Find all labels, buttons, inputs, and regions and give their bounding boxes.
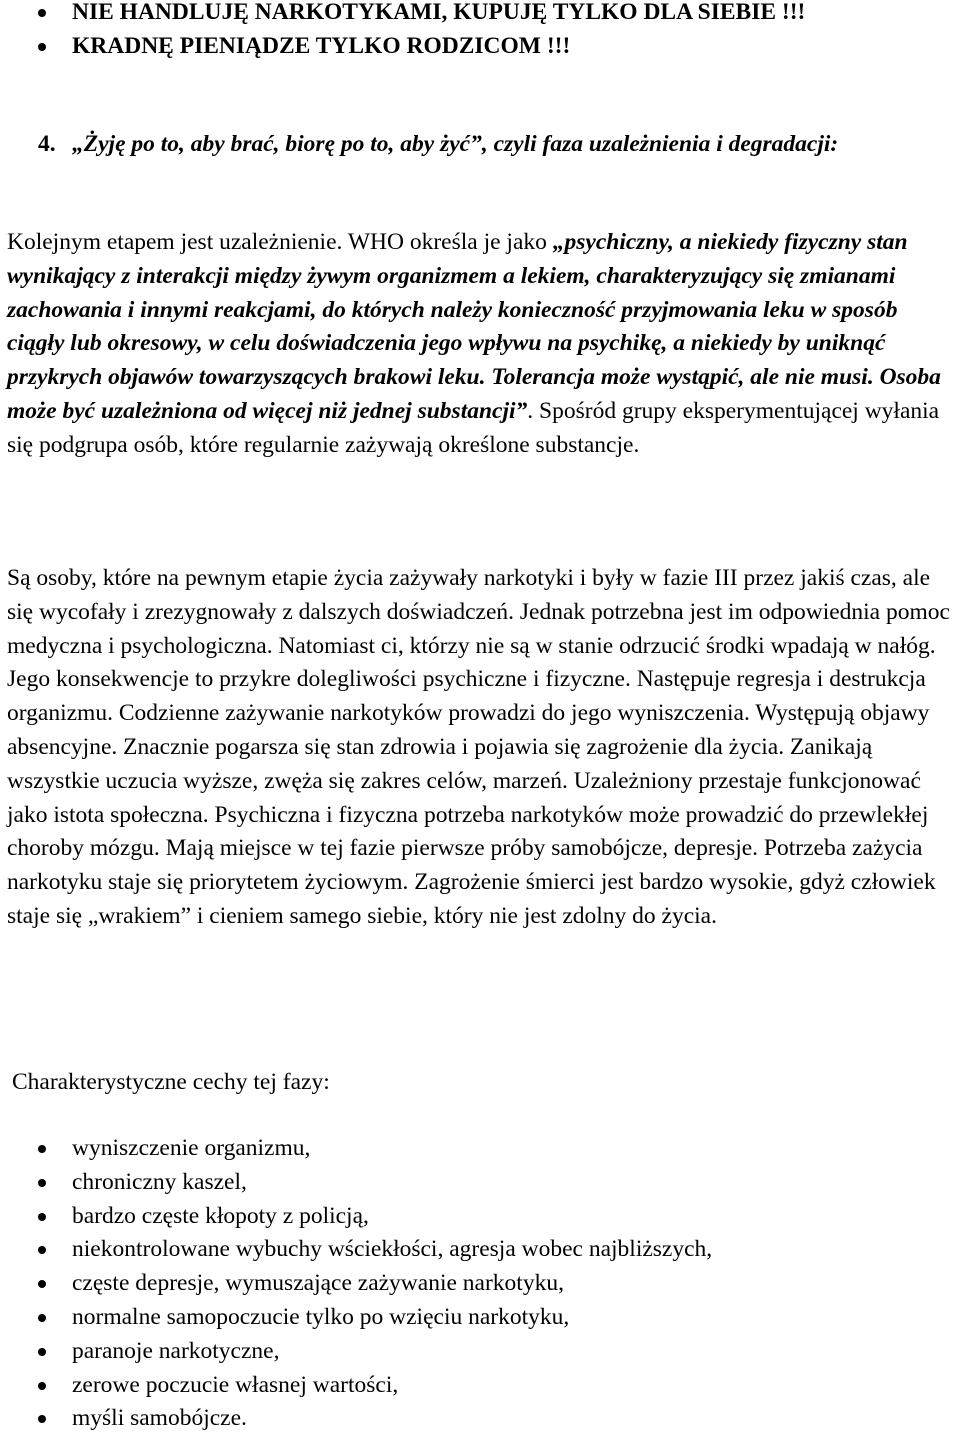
section-title: „Żyję po to, aby brać, biorę po to, aby żyć”, czyli faza uzależnienia i degradacji: bbox=[72, 131, 839, 157]
characteristics-title: Charakterystyczne cechy tej fazy: bbox=[12, 1069, 330, 1095]
list-item: paranoje narkotyczne, bbox=[0, 1335, 932, 1369]
top-bullet-list bbox=[0, 0, 940, 64]
section-heading bbox=[0, 128, 940, 162]
list-item: zerowe poczucie własnej wartości, bbox=[0, 1369, 932, 1403]
list-item: chroniczny kaszel, bbox=[0, 1166, 932, 1200]
section-number: 4. bbox=[38, 131, 56, 157]
list-item: myśli samobójcze. bbox=[0, 1402, 932, 1436]
paragraph-intro: Kolejnym etapem jest uzależnienie. WHO określa je jako bbox=[7, 229, 553, 255]
list-item: NIE HANDLUJĘ NARKOTYKAMI, KUPUJĘ TYLKO DLA SIEBIE !!! bbox=[0, 0, 862, 30]
list-item: KRADNĘ PIENIĄDZE TYLKO RODZICOM !!! bbox=[0, 30, 862, 64]
list-item: częste depresje, wymuszające zażywanie narkotyku, bbox=[0, 1267, 932, 1301]
paragraph-consequences: Są osoby, które na pewnym etapie życia zażywały narkotyki i były w fazie III przez jakiś czas, ale się wycofały i zrezygnowały z dalszych doświadczeń. Jednak potrzebna jest im odpowiednia pomoc medyczna i psychologiczna. Natomiast ci, którzy nie są w stanie odrzucić środki wpadają w nałóg. Jego konsekwencje to przykre dolegliwości psychiczne i fizyczne. Następuje regresja i destrukcja organizmu. Codzienne zażywanie narkotyków prowadzi do jego wyniszczenia. Występują objawy absencyjne. Znacznie pogarsza się stan zdrowia i pojawia się zagrożenie dla życia. Zanikają wszystkie uczucia wyższe, zwęża się zakres celów, marzeń. Uzależniony przestaje funkcjonować jako istota społeczna. Psychiczna i fizyczna potrzeba narkotyków może prowadzić do przewlekłej choroby mózgu. Mają miejsce w tej fazie pierwsze próby samobójcze, depresje. Potrzeba zażycia narkotyku staje się priorytetem życiowym. Zagrożenie śmierci jest bardzo wysokie, gdyż człowiek staje się „wrakiem” i cieniem samego siebie, który nie jest zdolny do życia. bbox=[7, 565, 950, 929]
list-item: bardzo częste kłopoty z policją, bbox=[0, 1200, 932, 1234]
list-item: normalne samopoczucie tylko po wzięciu narkotyku, bbox=[0, 1301, 932, 1335]
list-item: niekontrolowane wybuchy wściekłości, agresja wobec najbliższych, bbox=[0, 1233, 932, 1267]
characteristics-list bbox=[0, 1132, 940, 1436]
list-item: wyniszczenie organizmu, bbox=[0, 1132, 932, 1166]
paragraph-who-definition bbox=[7, 226, 953, 463]
who-definition-quote: „psychiczny, a niekiedy fizyczny stan wynikający z interakcji między żywym organizmem a lekiem, charakteryzujący się zmianami zachowania i innymi reakcjami, do których należy konieczność przyjmowania leku w sposób ciągły lub okresowy, w celu doświadczenia jego wpływu na psychikę, a niekiedy by uniknąć przykrych objawów towarzyszących brakowi leku. Tolerancja może wystąpić, ale nie musi. Osoba może być uzależniona od więcej niż jednej substancji” bbox=[7, 229, 941, 424]
paragraph-rest: . Spośród grupy eksperymentującej wyłania się podgrupa osób, które regularnie zażywają określone substancje. bbox=[7, 397, 940, 458]
